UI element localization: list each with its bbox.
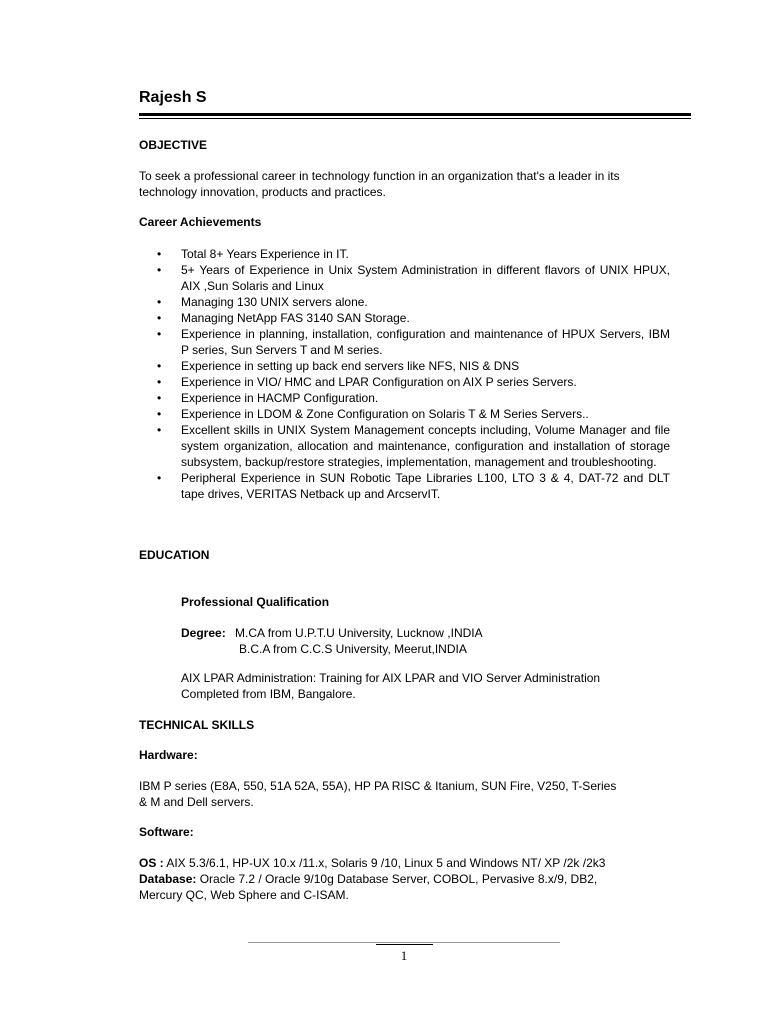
database-value: Oracle 7.2 / Oracle 9/10g Database Server, COBOL, Pervasive 8.x/9, DB2, <box>196 872 598 886</box>
degree-bca: B.C.A from C.C.S University, Meerut,INDIA <box>239 642 467 656</box>
list-item: • Peripheral Experience in SUN Robotic Tape Libraries L100, LTO 3 & 4, DAT-72 and DLT tape drives, VERITAS Netback up and ArcservIT. <box>157 471 670 501</box>
objective-line-2: technology innovation, products and practices. <box>139 185 386 199</box>
aix-line-1: AIX LPAR Administration: Training for AIX LPAR and VIO Server Administration <box>181 671 601 685</box>
list-item: • Excellent skills in UNIX System Management concepts including, Volume Manager and file system organization, allocation and maintenance, configuration and installation of storage subsystem, backup/restore strategies, implementation, management and troubleshooting. <box>157 423 670 469</box>
list-item: • 5+ Years of Experience in Unix System Administration in different flavors of UNIX HPUX, AIX ,Sun Solaris and Linux <box>157 263 670 293</box>
list-item: • Managing 130 UNIX servers alone. <box>157 295 368 309</box>
bullet-icon: • <box>157 295 162 309</box>
bullet-icon: • <box>157 407 162 421</box>
bullet-icon: • <box>157 423 162 437</box>
bullet-icon: • <box>157 375 162 389</box>
bullet-icon: • <box>157 359 162 373</box>
degree-label: Degree: <box>181 626 226 640</box>
hardware-line-1: IBM P series (E8A, 550, 51A 52A, 55A), HP PA RISC & Itanium, SUN Fire, V250, T-Series <box>139 779 617 793</box>
bullet-icon: • <box>157 247 162 261</box>
bullet-icon: • <box>157 311 162 325</box>
hardware-text <box>139 778 670 810</box>
aix-training-text <box>181 670 670 702</box>
header-rule-thin <box>139 118 691 119</box>
career-achievements-list <box>139 246 670 502</box>
page-number: 1 <box>400 948 408 963</box>
footer-rule <box>248 942 560 943</box>
list-item: • Experience in VIO/ HMC and LPAR Configuration on AIX P series Servers. <box>157 375 577 389</box>
hardware-line-2: & M and Dell servers. <box>139 795 254 809</box>
list-item: • Managing NetApp FAS 3140 SAN Storage. <box>157 311 410 325</box>
list-item: • Experience in planning, installation, configuration and maintenance of HPUX Servers, IBM P series, Sun Servers T and M series. <box>157 327 670 357</box>
objective-text <box>139 168 670 200</box>
software-label: Software: <box>139 825 194 839</box>
bullet-icon: • <box>157 391 162 405</box>
degree-line-1 <box>181 625 483 641</box>
database-line <box>139 871 670 887</box>
career-heading: Career Achievements <box>139 215 262 229</box>
footer-rule-short <box>376 944 433 945</box>
degree-mca: M.CA from U.P.T.U University, Lucknow ,INDIA <box>235 626 483 640</box>
os-value: AIX 5.3/6.1, HP-UX 10.x /11.x, Solaris 9 /10, Linux 5 and Windows NT/ XP /2k /2k3 <box>163 856 606 870</box>
database-line-2: Mercury QC, Web Sphere and C-ISAM. <box>139 888 349 902</box>
technical-heading: TECHNICAL SKILLS <box>139 718 255 732</box>
bullet-icon: • <box>157 327 162 341</box>
objective-line-1: To seek a professional career in technology function in an organization that's a leader in its <box>139 169 620 183</box>
aix-line-2: Completed from IBM, Bangalore. <box>181 687 356 701</box>
hardware-label: Hardware: <box>139 748 198 762</box>
bullet-icon: • <box>157 471 162 485</box>
header-rule-thick <box>139 113 691 116</box>
education-heading: EDUCATION <box>139 548 210 562</box>
os-line <box>139 855 670 871</box>
list-item: • Total 8+ Years Experience in IT. <box>157 247 349 261</box>
resume-name: Rajesh S <box>139 89 207 106</box>
os-label: OS : <box>139 856 164 870</box>
list-item: • Experience in HACMP Configuration. <box>157 391 379 405</box>
objective-heading: OBJECTIVE <box>139 138 208 152</box>
bullet-icon: • <box>157 263 162 277</box>
list-item: • Experience in setting up back end servers like NFS, NIS & DNS <box>157 359 520 373</box>
qualification-subheading: Professional Qualification <box>181 595 330 609</box>
list-item: • Experience in LDOM & Zone Configuration on Solaris T & M Series Servers.. <box>157 407 589 421</box>
database-label: Database: <box>139 872 197 886</box>
